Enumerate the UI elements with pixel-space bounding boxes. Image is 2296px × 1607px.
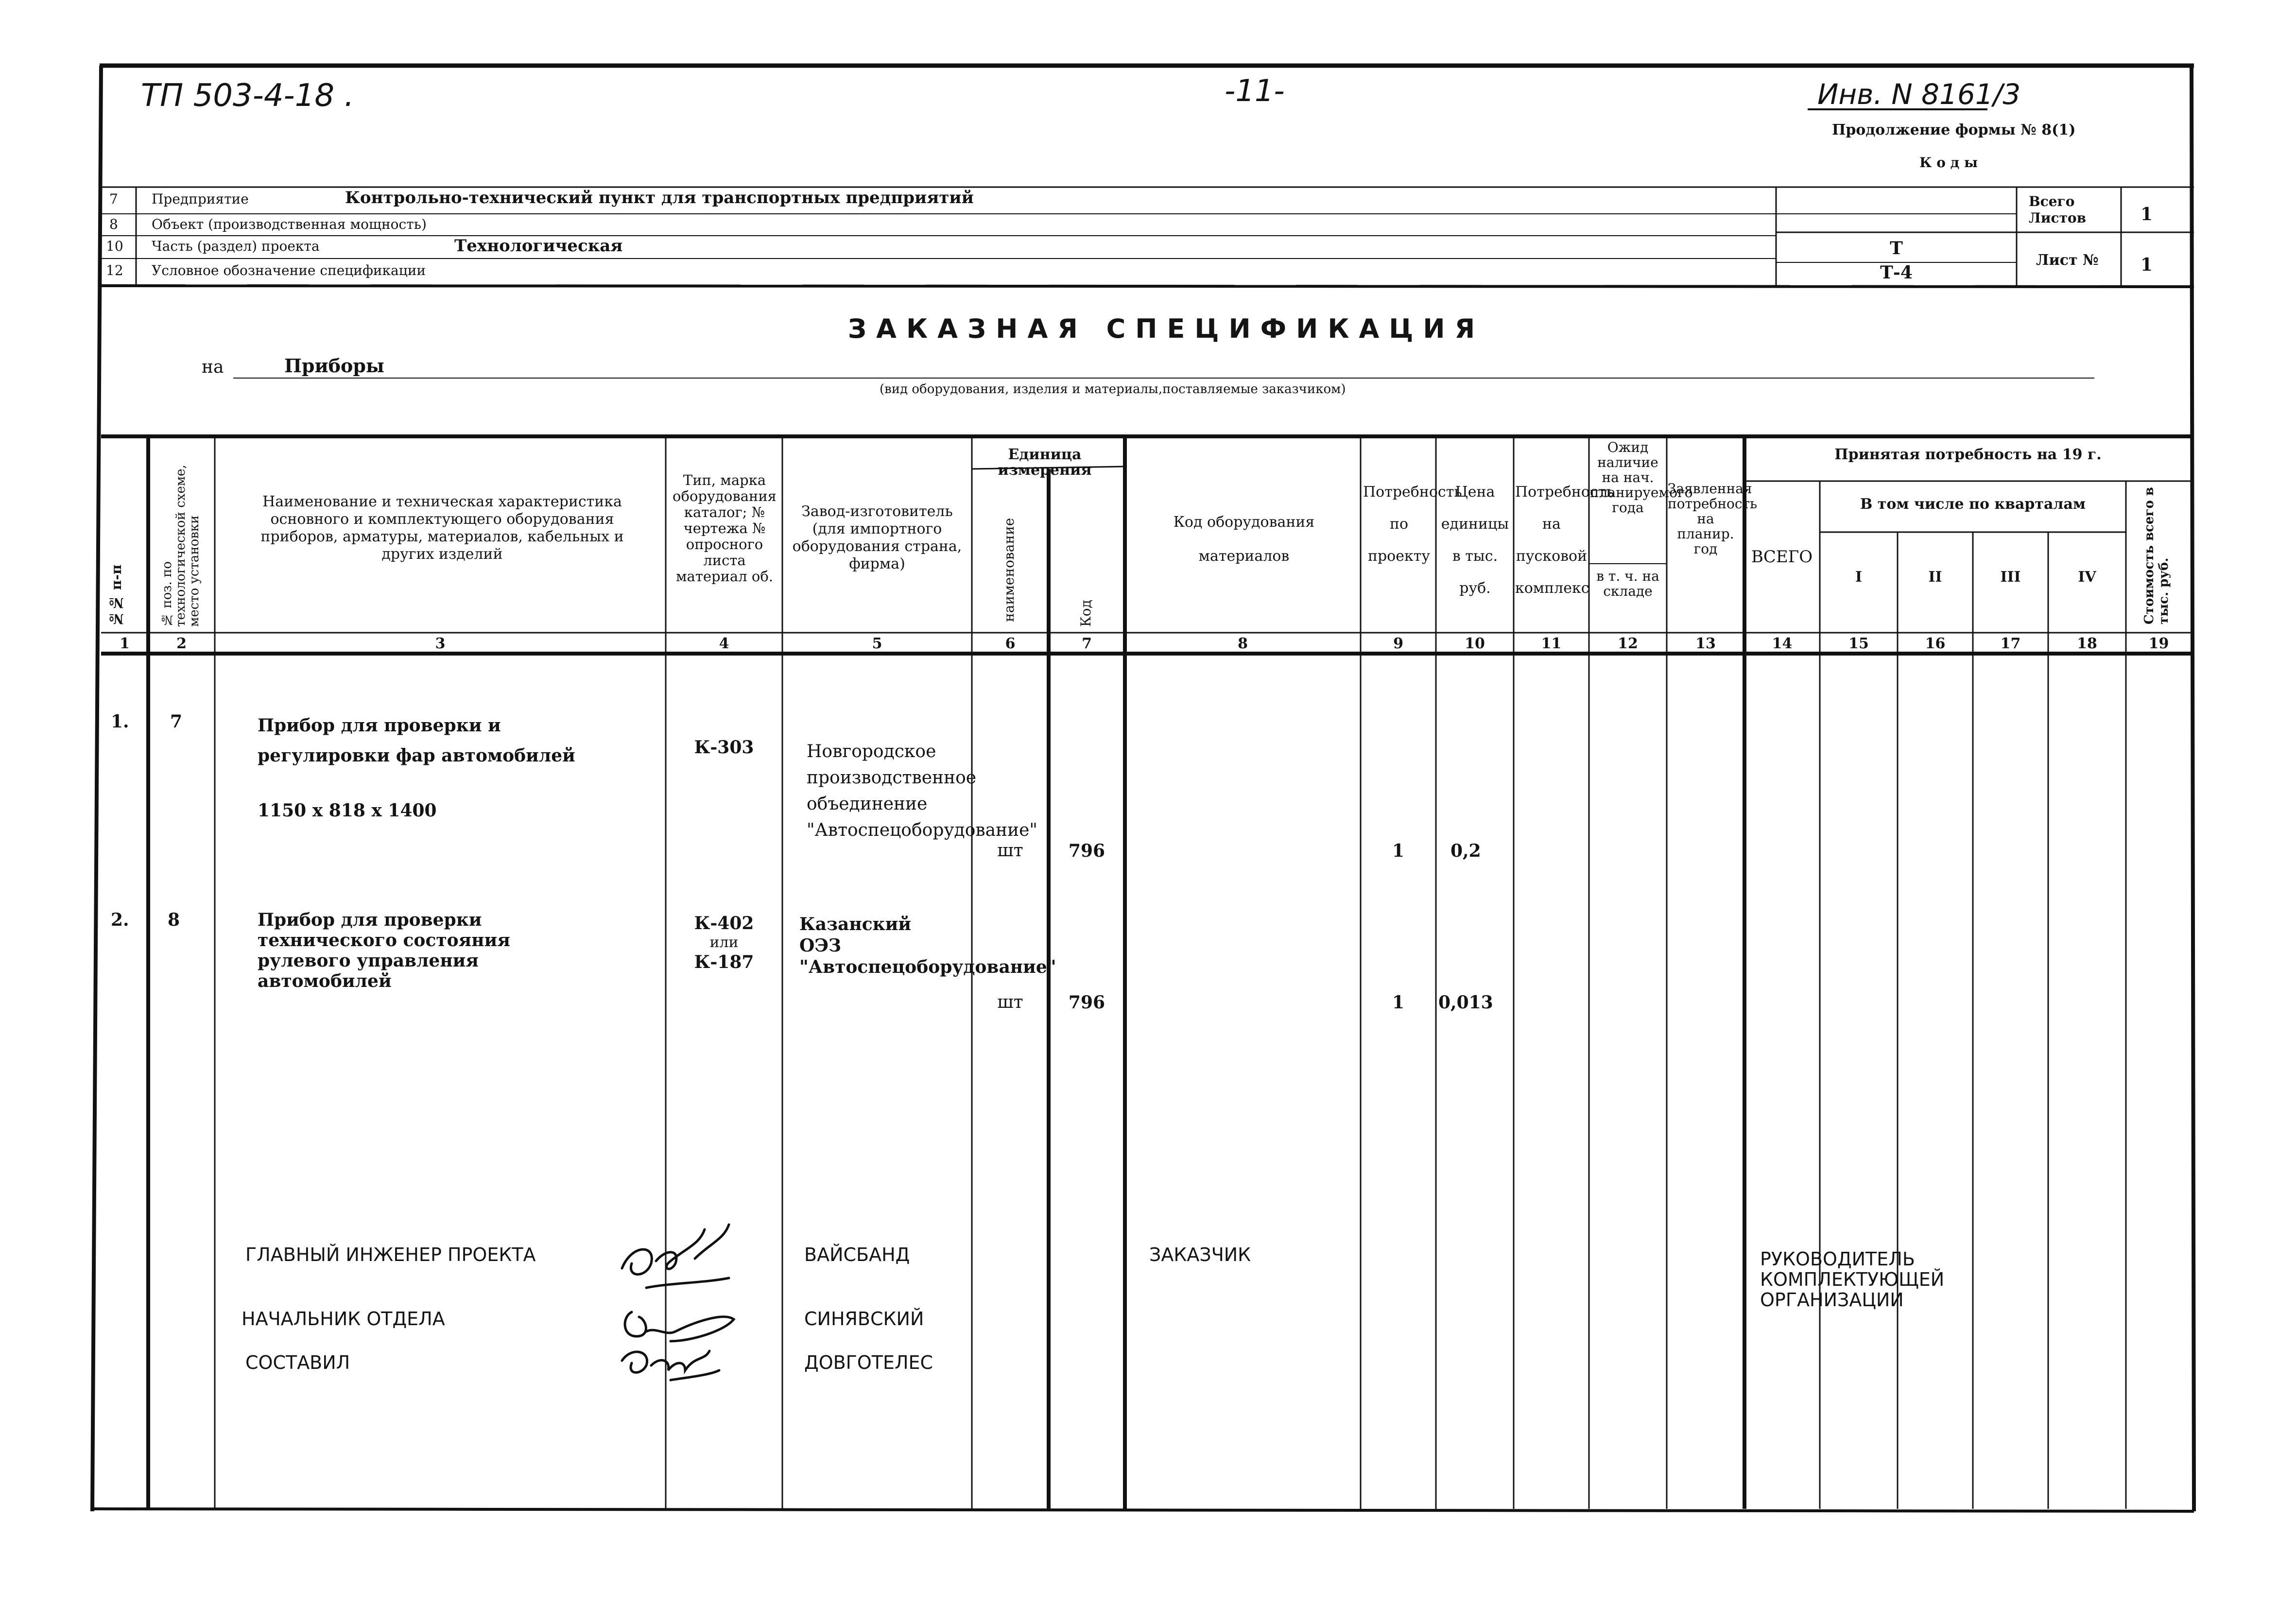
unit-group-header: Единица измерения — [998, 446, 1092, 479]
col-number: 16 — [1925, 635, 1946, 652]
info-row-num-8: 8 — [109, 216, 118, 232]
col-number: 12 — [1618, 635, 1638, 652]
row-1-type: К-303 — [694, 737, 754, 758]
row-2-name: Прибор для проверки технического состояния рулевого управления автомобилей — [258, 910, 510, 991]
spec-designation-label: Условное обозначение спецификации — [152, 262, 426, 278]
col-16-header: II — [1928, 569, 1942, 586]
col-8-header: Код оборудования материалов — [1173, 514, 1315, 565]
quarters-group-header: В том числе по кварталам — [1860, 496, 2086, 513]
part-label: Часть (раздел) проекта — [152, 238, 320, 254]
col-number: 18 — [2077, 635, 2097, 652]
col-number: 19 — [2148, 635, 2169, 652]
col-number: 17 — [2000, 635, 2021, 652]
col-12-top-header: Ожид наличие на нач. планируемого года — [1590, 439, 1693, 516]
col-number: 10 — [1465, 635, 1485, 652]
col-6-header: наименование — [1001, 518, 1017, 622]
object-label: Объект (производственная мощность) — [152, 216, 427, 232]
col-2-header: № поз. по технологической схеме, место установки — [160, 465, 202, 627]
customer-label: ЗАКАЗЧИК — [1149, 1244, 1251, 1265]
row-2-number: 2. — [111, 910, 129, 930]
col-number: 13 — [1695, 635, 1716, 652]
col-number: 7 — [1082, 635, 1092, 652]
row-1-quantity: 1 — [1392, 841, 1405, 861]
col-12-header: в т. ч. на складе — [1596, 568, 1659, 599]
part-value: Технологическая — [454, 236, 623, 256]
signature-scribbles — [612, 1215, 748, 1400]
col-7-header: Код — [1078, 600, 1094, 627]
col-19-header: Стоимость всего в тыс. руб. — [2142, 487, 2171, 624]
col-number: 5 — [872, 635, 882, 652]
col-number: 15 — [1848, 635, 1869, 652]
sheet-number-label: Лист № — [2036, 252, 2099, 269]
row-1-maker: Новгородское производственное объединение "Автоспецоборудование" — [807, 742, 1037, 840]
project-code: ТП 503-4-18 . — [141, 78, 354, 114]
total-sheets-value: 1 — [2141, 204, 2153, 225]
col-4-header: Тип, марка оборудования каталог; № чертежа № опросного листа материал об. — [673, 472, 777, 585]
spec-subject: Приборы — [284, 355, 384, 377]
col-15-header: I — [1855, 569, 1863, 586]
col-1-header: №№ п-п — [108, 564, 124, 627]
row-2-price: 0,013 — [1438, 992, 1493, 1013]
page-number: -11- — [1225, 73, 1285, 108]
row-1-price: 0,2 — [1450, 841, 1481, 861]
col-14-header: ВСЕГО — [1751, 547, 1813, 567]
need-group-header: Принятая потребность на 19 г. — [1834, 446, 2102, 463]
col-17-header: III — [2000, 569, 2021, 586]
row-2-quantity: 1 — [1392, 992, 1405, 1013]
row-2-type-or: или — [709, 934, 739, 951]
compiled-by-name: ДОВГОТЕЛЕС — [804, 1352, 933, 1373]
supplier-head-label: РУКОВОДИТЕЛЬ КОМПЛЕКТУЮЩЕЙ ОРГАНИЗАЦИИ — [1760, 1248, 1945, 1311]
col-11-header: Потребность на пусковой комплекс — [1515, 484, 1614, 597]
sheet-number-value: 1 — [2141, 255, 2153, 275]
col-number: 9 — [1393, 635, 1403, 652]
row-2-type-1: К-402 — [694, 913, 754, 933]
col-18-header: IV — [2078, 569, 2096, 586]
row-2-unit: шт — [997, 992, 1023, 1012]
compiled-by-label: СОСТАВИЛ — [245, 1352, 350, 1373]
row-1-dimensions: 1150 х 818 х 1400 — [258, 800, 437, 821]
enterprise-label: Предприятие — [152, 191, 249, 207]
subject-caption: (вид оборудования, изделия и материалы,поставляемые заказчиком) — [880, 382, 1346, 397]
form-continuation: Продолжение формы № 8(1) — [1832, 121, 2076, 138]
col-number: 1 — [120, 635, 130, 652]
row-2-maker: Казанский ОЭЗ "Автоспецоборудование" — [799, 914, 1056, 977]
col-number: 8 — [1238, 635, 1248, 652]
col-number: 6 — [1005, 635, 1016, 652]
col-number: 11 — [1541, 635, 1562, 652]
inventory-number: Инв. N 8161/3 — [1817, 78, 2021, 111]
department-head-name: СИНЯВСКИЙ — [804, 1308, 924, 1330]
codes-label: К о д ы — [1919, 155, 1978, 171]
col-number: 2 — [176, 635, 187, 652]
col-10-header: Цена единицы в тыс. руб. — [1441, 484, 1509, 597]
enterprise-value: Контрольно-технический пункт для транспортных предприятий — [345, 188, 974, 207]
row-1-position: 7 — [170, 711, 183, 732]
col-13-header: Заявленная потребность на планир. год — [1668, 481, 1758, 557]
info-row-num-10: 10 — [106, 238, 123, 254]
part-code: Т — [1890, 238, 1903, 259]
spec-code: Т-4 — [1880, 262, 1913, 283]
total-sheets-label: Всего Листов — [2029, 193, 2087, 226]
col-3-header: Наименование и техническая характеристика основного и комплектующего оборудования приборов, арматуры, материалов, кабельных и других изделий — [260, 493, 624, 563]
document-title: ЗАКАЗНАЯ СПЕЦИФИКАЦИЯ — [847, 313, 1485, 344]
row-1-name: Прибор для проверки и регулировки фар автомобилей — [258, 715, 575, 766]
row-2-position: 8 — [168, 910, 180, 930]
department-head-label: НАЧАЛЬНИК ОТДЕЛА — [242, 1308, 445, 1330]
row-2-unit-code: 796 — [1068, 992, 1105, 1013]
col-9-header: Потребность по проекту — [1363, 484, 1462, 565]
chief-engineer-name: ВАЙСБАНД — [804, 1244, 910, 1265]
col-5-header: Завод-изготовитель (для импортного оборудования страна, фирма) — [792, 503, 962, 572]
col-number: 3 — [435, 635, 446, 652]
info-row-num-7: 7 — [109, 191, 118, 207]
info-row-num-12: 12 — [106, 262, 123, 278]
na-label: на — [202, 357, 224, 377]
row-2-type-2: К-187 — [694, 952, 754, 972]
row-1-unit-code: 796 — [1068, 841, 1105, 861]
col-number: 4 — [719, 635, 729, 652]
chief-engineer-label: ГЛАВНЫЙ ИНЖЕНЕР ПРОЕКТА — [245, 1244, 536, 1265]
col-number: 14 — [1772, 635, 1793, 652]
row-1-unit: шт — [997, 841, 1023, 861]
row-1-number: 1. — [111, 711, 129, 732]
